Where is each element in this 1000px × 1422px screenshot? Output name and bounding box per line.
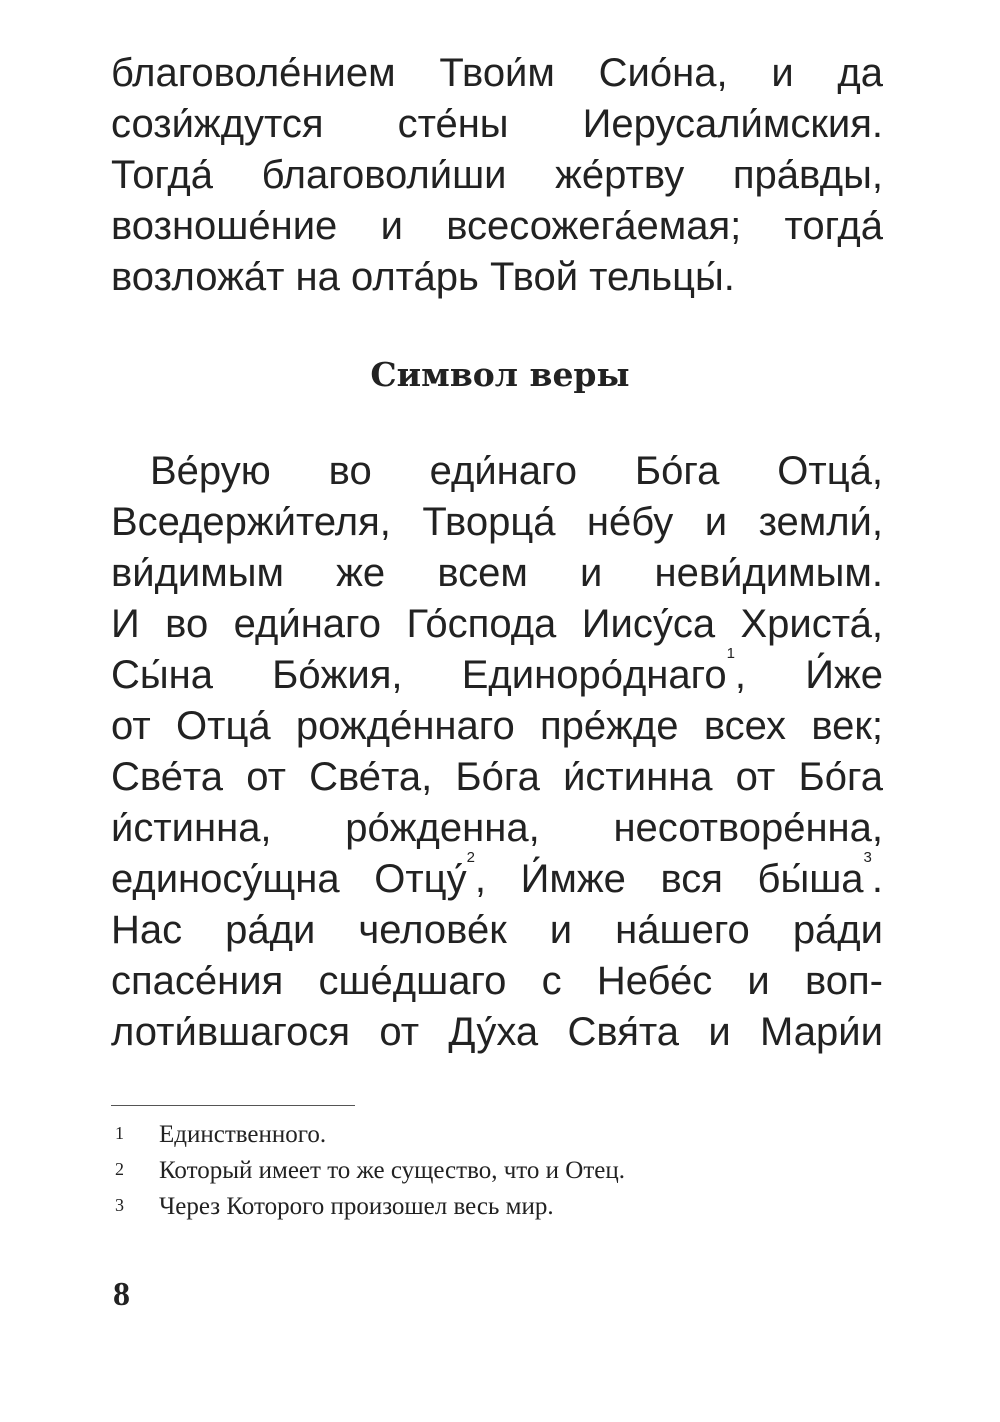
footnote-text: Который имеет то же существо, что и Отец. <box>159 1157 625 1184</box>
text-line: Нас ра́ди челове́к и на́шего ра́ди <box>111 908 883 952</box>
text-line: Вседержи́теля, Творца́ не́бу и земли́, <box>111 500 883 544</box>
line-text: . <box>871 857 883 901</box>
text-line <box>111 645 883 700</box>
text-line <box>111 849 883 904</box>
footnote-number: 2 <box>115 1159 124 1179</box>
text-line: возложа́т на олта́рь Твой тельцы́. <box>111 255 735 299</box>
line-text: , И́мже вся бы́ша <box>474 857 864 901</box>
footnote-number: 3 <box>115 1195 124 1215</box>
line-text: , И́же <box>734 653 883 697</box>
footnote-text: Единственного. <box>159 1121 327 1148</box>
footnote-ref: 3 <box>863 849 872 866</box>
text-line: ви́димым же всем и неви́димым. <box>111 551 883 595</box>
text-line: и́стинна, ро́жденна, несотворе́нна, <box>111 806 883 850</box>
text-line: от Отца́ рожде́ннаго пре́жде всех век; <box>111 704 883 748</box>
page-number: 8 <box>113 1276 130 1313</box>
text-line: Све́та от Све́та, Бо́га и́стинна от Бо́га <box>111 755 883 799</box>
text-line: благоволе́нием Твои́м Сио́на, и да <box>111 51 883 95</box>
text-line: Тогда́ благоволи́ши же́ртву пра́вды, <box>111 153 883 197</box>
footnote <box>115 1188 915 1226</box>
footnote <box>115 1152 915 1190</box>
text-line: И во еди́наго Го́спода Иису́са Христа́, <box>111 602 883 646</box>
footnote-number: 1 <box>115 1123 124 1143</box>
line-text: единосу́щна Отцу́ <box>111 857 467 901</box>
text-line: спасе́ния сше́дшаго с Небе́с и воп- <box>111 959 883 1003</box>
text-line: возноше́ние и всесожега́емая; тогда́ <box>111 204 883 248</box>
footnote-separator <box>111 1105 355 1106</box>
footnote-ref: 2 <box>466 849 475 866</box>
footnote-ref: 1 <box>726 645 735 662</box>
section-heading: Символ веры <box>370 355 630 394</box>
line-text: Сы́на Бо́жия, Единоро́днаго <box>111 653 727 697</box>
text-line: сози́ждутся сте́ны Иерусали́мския. <box>111 102 883 146</box>
text-line: Ве́рую во еди́наго Бо́га Отца́, <box>150 449 883 493</box>
text-line: лоти́вшагося от Ду́ха Свя́та и Мари́и <box>111 1010 883 1054</box>
footnote-text: Через Которого произошел весь мир. <box>159 1193 554 1220</box>
footnote <box>115 1116 915 1154</box>
